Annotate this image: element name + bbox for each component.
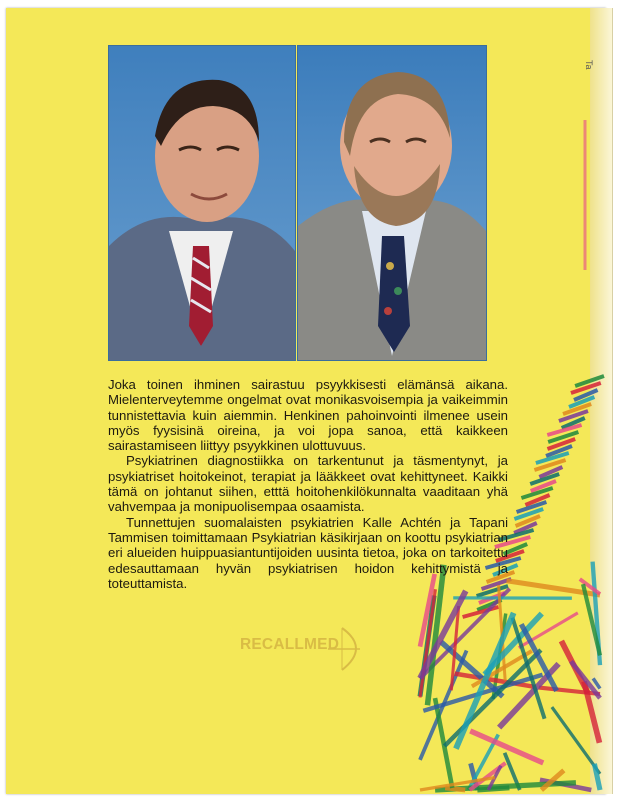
author-photo-left — [108, 45, 296, 361]
decorative-stick — [477, 788, 509, 790]
author-portrait-left-image — [109, 46, 295, 360]
author-portrait-right-image — [298, 46, 486, 360]
publisher-logo — [232, 622, 372, 674]
decorative-stick — [445, 788, 465, 790]
blurb-paragraph: Tunnettujen suomalaisten psykiatrien Kalle Achtén ja Tapani Tammisen toimittamaan Psykiatrian käsikirjaan on koottu psykiatrian eri alueiden huippuasiantuntijoiden uusinta tietoa, joka on tarkoitettu edesauttamaan hyvän psykiatrisen hoidon kehittymistä ja toteuttamista. — [108, 514, 508, 591]
back-cover-blurb — [108, 377, 508, 591]
blurb-paragraph: Psykiatrinen diagnostiikka on tarkentunut ja täsmentynyt, ja psykiatriset hoitokeinot, terapiat ja lääkkeet ovat kehittyneet. Kaikki tämä on johtanut siihen, etttä hoitohenkilökunnalta vaaditaan yhä vahvempaa ja monipuolisempaa osaamista. — [108, 453, 508, 515]
publisher-logo-text: RECALLMED — [240, 636, 340, 653]
decorative-stick — [594, 764, 600, 790]
author-photo-right — [297, 45, 487, 361]
spine-text: Ta — [584, 60, 594, 70]
blurb-paragraph: Joka toinen ihminen sairastuu psyykkisesti elämänsä aikana. Mielenterveytemme ongelmat ovat monikasvoisempia ja vaikeimmin tunnistettavia kuin aiemmin. Henkinen pahoinvointi ilmenee usein myös fyysisinä oireina, ja voi jopa sanoa, että kaikkeen sairastamiseen liittyy psyykkinen ulottuvuus. — [108, 377, 508, 454]
